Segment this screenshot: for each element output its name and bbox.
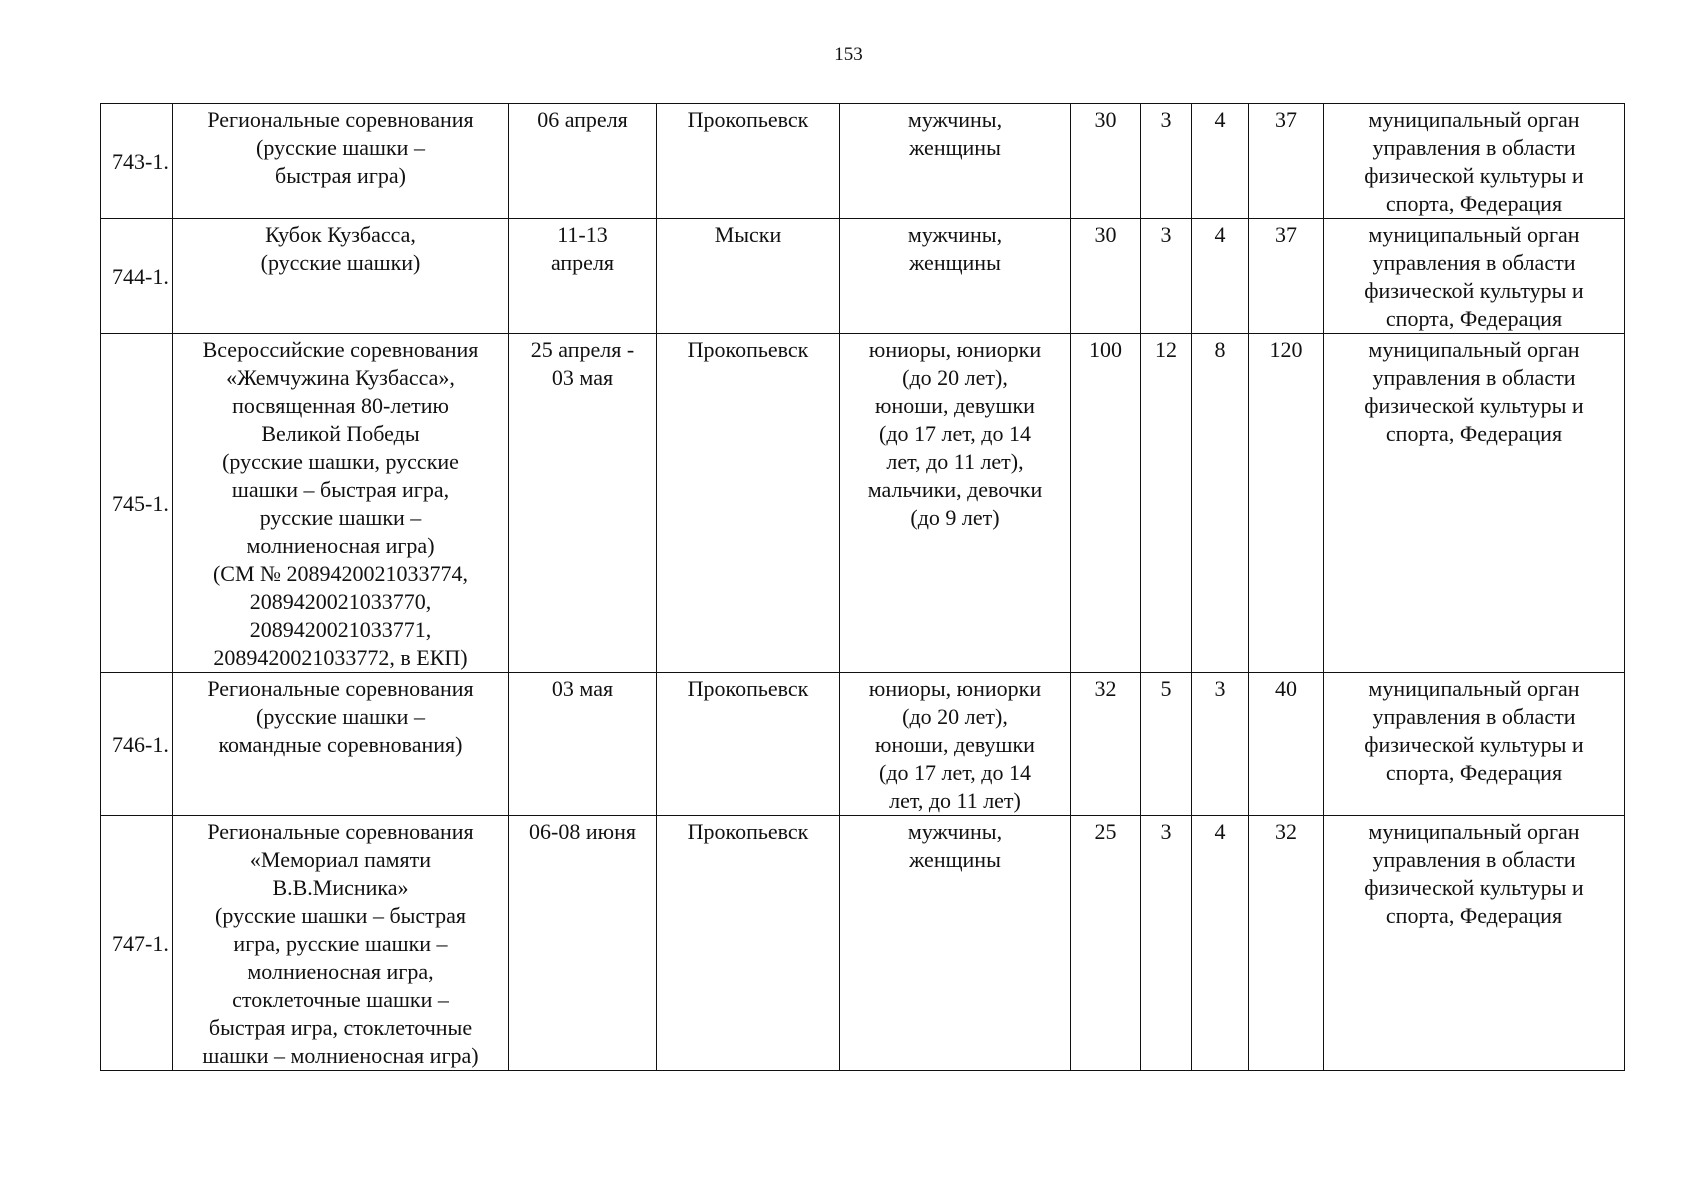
total-count: 37 [1249,104,1324,219]
event-name: Кубок Кузбасса, (русские шашки) [173,219,509,334]
table-row [101,673,1625,816]
athletes-count: 32 [1071,673,1141,816]
event-place: Прокопьевск [657,334,840,673]
event-number: 744-1. [101,219,173,334]
event-organizer: муниципальный орган управления в области физической культуры и спорта, Федерация [1324,334,1625,673]
event-participants: юниоры, юниорки (до 20 лет), юноши, девушки (до 17 лет, до 14 лет, до 11 лет), мальчики, девочки (до 9 лет) [840,334,1071,673]
total-count: 40 [1249,673,1324,816]
judges-count: 4 [1192,219,1249,334]
event-name: Всероссийские соревнования «Жемчужина Кузбасса», посвященная 80-летию Великой Победы (русские шашки, русские шашки – быстрая игра, русские шашки – молниеносная игра) (СМ № 2089420021033774, 2089420021033770, 2089420021033771, 2089420021033772, в ЕКП) [173,334,509,673]
event-dates: 06-08 июня [509,816,657,1071]
table-row [101,334,1625,673]
events-table [100,103,1625,1071]
event-name: Региональные соревнования (русские шашки – быстрая игра) [173,104,509,219]
athletes-count: 25 [1071,816,1141,1071]
table-row [101,816,1625,1071]
event-dates: 25 апреля - 03 мая [509,334,657,673]
judges-count: 8 [1192,334,1249,673]
coaches-count: 3 [1141,816,1192,1071]
event-dates: 11-13 апреля [509,219,657,334]
event-organizer: муниципальный орган управления в области физической культуры и спорта, Федерация [1324,673,1625,816]
event-place: Мыски [657,219,840,334]
total-count: 32 [1249,816,1324,1071]
event-number: 743-1. [101,104,173,219]
table-row [101,104,1625,219]
coaches-count: 12 [1141,334,1192,673]
event-number: 745-1. [101,334,173,673]
event-participants: юниоры, юниорки (до 20 лет), юноши, девушки (до 17 лет, до 14 лет, до 11 лет) [840,673,1071,816]
event-participants: мужчины, женщины [840,816,1071,1071]
total-count: 120 [1249,334,1324,673]
event-place: Прокопьевск [657,673,840,816]
athletes-count: 100 [1071,334,1141,673]
athletes-count: 30 [1071,219,1141,334]
event-place: Прокопьевск [657,816,840,1071]
coaches-count: 5 [1141,673,1192,816]
event-participants: мужчины, женщины [840,219,1071,334]
judges-count: 4 [1192,816,1249,1071]
event-number: 746-1. [101,673,173,816]
event-name: Региональные соревнования «Мемориал памяти В.В.Мисника» (русские шашки – быстрая игра, русские шашки – молниеносная игра, стоклеточные шашки – быстрая игра, стоклеточные шашки – молниеносная игра) [173,816,509,1071]
event-organizer: муниципальный орган управления в области физической культуры и спорта, Федерация [1324,219,1625,334]
table-row [101,219,1625,334]
coaches-count: 3 [1141,219,1192,334]
coaches-count: 3 [1141,104,1192,219]
event-dates: 03 мая [509,673,657,816]
total-count: 37 [1249,219,1324,334]
event-place: Прокопьевск [657,104,840,219]
event-organizer: муниципальный орган управления в области физической культуры и спорта, Федерация [1324,104,1625,219]
page-number: 153 [834,44,863,65]
event-name: Региональные соревнования (русские шашки – командные соревнования) [173,673,509,816]
judges-count: 3 [1192,673,1249,816]
event-number: 747-1. [101,816,173,1071]
event-participants: мужчины, женщины [840,104,1071,219]
event-dates: 06 апреля [509,104,657,219]
judges-count: 4 [1192,104,1249,219]
athletes-count: 30 [1071,104,1141,219]
event-organizer: муниципальный орган управления в области физической культуры и спорта, Федерация [1324,816,1625,1071]
